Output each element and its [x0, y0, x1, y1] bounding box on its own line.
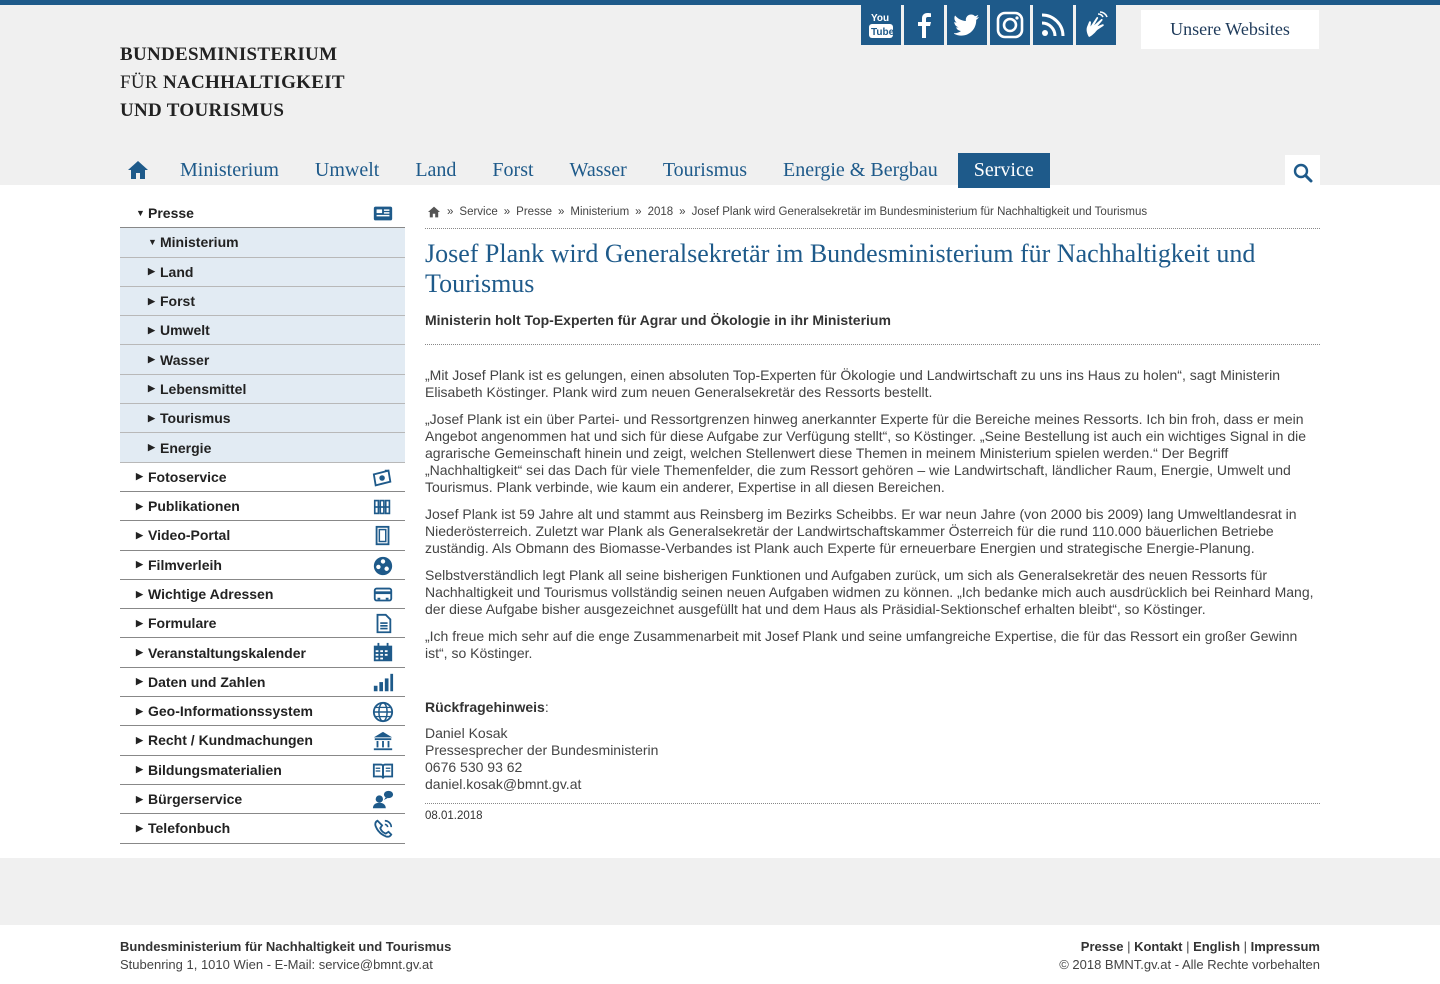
caret-right-icon: ▶ — [148, 295, 155, 306]
footer-address: Stubenring 1, 1010 Wien - E-Mail: service@bmnt.gv.at — [120, 957, 433, 972]
caret-right-icon: ▶ — [148, 266, 155, 277]
home-icon[interactable] — [427, 206, 441, 218]
sign-language-icon[interactable] — [1076, 5, 1116, 45]
nav-tourismus[interactable]: Tourismus — [662, 158, 747, 181]
film-icon — [371, 525, 395, 547]
breadcrumb-separator: » — [503, 205, 511, 218]
sidebar-item-label: Veranstaltungskalender — [148, 644, 306, 661]
address-icon — [371, 584, 395, 606]
caret-right-icon: ▶ — [148, 324, 155, 335]
svg-text:Tube: Tube — [871, 27, 894, 38]
search-icon — [1293, 163, 1313, 183]
sidebar-item-veranstaltungskalender[interactable] — [120, 638, 405, 667]
caret-right-icon: ▶ — [136, 764, 143, 775]
ministry-logo[interactable] — [120, 41, 345, 125]
caret-right-icon: ▶ — [148, 354, 155, 365]
our-websites-button[interactable]: Unsere Websites — [1141, 10, 1319, 49]
sidebar-item-lebensmittel[interactable] — [120, 375, 405, 404]
sidebar-item-label: Fotoservice — [148, 468, 227, 485]
sidebar-item-label: Filmverleih — [148, 556, 222, 573]
caret-right-icon: ▶ — [148, 412, 155, 423]
sidebar-item-tourismus[interactable] — [120, 404, 405, 433]
caret-right-icon: ▶ — [136, 500, 143, 511]
sidebar-item-label: Energie — [160, 439, 212, 456]
rss-icon[interactable] — [1033, 5, 1073, 45]
sidebar-item-fotoservice[interactable] — [120, 463, 405, 492]
sidebar-item-recht-kundmachungen[interactable] — [120, 726, 405, 755]
breadcrumb-separator: » — [635, 205, 642, 218]
globe-icon — [371, 701, 395, 723]
caret-down-icon: ▼ — [136, 208, 145, 219]
contact-phone: 0676 530 93 62 — [425, 759, 523, 775]
caret-down-icon: ▼ — [148, 237, 157, 248]
svg-text:You: You — [871, 13, 890, 24]
caret-right-icon: ▶ — [148, 383, 155, 394]
sidebar-item-bürgerservice[interactable] — [120, 785, 405, 814]
logo-line-3: UND TOURISMUS — [120, 100, 285, 121]
caret-right-icon: ▶ — [136, 676, 143, 687]
breadcrumb-current: Josef Plank wird Generalsekretär im Bundesministerium für Nachhaltigkeit und Tourismus — [691, 205, 1148, 218]
building-icon — [371, 730, 395, 752]
sidebar-item-label: Geo-Informationssystem — [148, 703, 313, 720]
footer-link-kontakt[interactable]: Kontakt — [1134, 939, 1183, 954]
sidebar-item-label: Bildungsmaterialien — [148, 761, 282, 778]
sidebar-item-label: Daten und Zahlen — [148, 673, 266, 690]
sidebar-item-wasser[interactable] — [120, 345, 405, 374]
facebook-icon[interactable] — [904, 5, 944, 45]
sidebar-item-publikationen[interactable] — [120, 492, 405, 521]
sidebar-item-label: Formulare — [148, 615, 217, 632]
sidebar-item-energie[interactable] — [120, 433, 405, 462]
sidebar-item-umwelt[interactable] — [120, 316, 405, 345]
footer-right — [1059, 938, 1320, 974]
logo-line-2-small: FÜR — [120, 72, 158, 93]
contact-name: Daniel Kosak — [425, 725, 508, 741]
article-paragraph: Josef Plank ist 59 Jahre alt und stammt aus Reinsberg im Bezirks Scheibbs. Er war neun Jahre (von 2000 bis 2009) lang Umweltlandesrat in Niederösterreich. Zuletzt war Plank als Generalsekretär der Landwirtschaftskammer Österreich für die rund 110.000 bäuerlichen Betriebe zuständig. Als Obmann des Biomasse-Verbandes ist Plank auch Experte für erneuerbare Energien und strategische Energie-Planung. — [425, 506, 1297, 556]
article-paragraph: „Mit Josef Plank ist es gelungen, einen absoluten Top-Experten für Ökologie und Landwirtschaft zu uns ins Haus zu holen“, sagt Ministerin Elisabeth Köstinger. Plank wird zum neuen Generalsekretär des Ressorts bestellt. — [425, 367, 1280, 400]
sidebar-item-label: Ministerium — [160, 234, 239, 251]
contact-heading-line: Rückfragehinweis: — [425, 699, 549, 715]
sidebar-item-label: Lebensmittel — [160, 380, 247, 397]
breadcrumb-service[interactable]: Service — [459, 205, 498, 218]
calendar-icon — [371, 642, 395, 664]
sidebar-item-label: Wasser — [160, 351, 210, 368]
footer-left — [120, 938, 451, 974]
document-icon — [371, 613, 395, 635]
breadcrumb-separator: » — [679, 205, 686, 218]
nav-service[interactable]: Service — [958, 153, 1050, 188]
footer-copyright: © 2018 BMNT.gv.at - Alle Rechte vorbehalten — [1059, 957, 1320, 972]
nav-umwelt[interactable]: Umwelt — [314, 158, 380, 181]
instagram-icon[interactable] — [990, 5, 1030, 45]
open-book-icon — [371, 760, 395, 782]
twitter-icon[interactable] — [947, 5, 987, 45]
caret-right-icon: ▶ — [136, 793, 143, 804]
nav-wasser[interactable]: Wasser — [569, 158, 627, 181]
contact-role: Pressesprecher der Bundesministerin — [425, 742, 659, 758]
sidebar-item-label: Publikationen — [148, 498, 240, 515]
film-reel-icon — [371, 555, 395, 577]
home-icon[interactable] — [120, 150, 156, 190]
sidebar-item-label: Telefonbuch — [148, 820, 231, 837]
sidebar-item-label: Video-Portal — [148, 527, 231, 544]
breadcrumb — [425, 199, 1320, 229]
site-header — [0, 5, 1440, 185]
sidebar-item-bildungsmaterialien[interactable] — [120, 756, 405, 785]
caret-right-icon: ▶ — [136, 647, 143, 658]
sidebar-item-label: Presse — [148, 205, 194, 222]
sidebar-item-label: Recht / Kundmachungen — [148, 732, 313, 749]
nav-energie-bergbau[interactable]: Energie & Bergbau — [782, 158, 938, 181]
contact-heading: Rückfragehinweis — [425, 699, 545, 715]
nav-land[interactable]: Land — [415, 158, 457, 181]
sidebar-item-label: Tourismus — [160, 410, 231, 427]
caret-right-icon: ▶ — [136, 705, 143, 716]
article-title: Josef Plank wird Generalsekretär im Bundesministerium für Nachhaltigkeit und Tourismus — [425, 239, 1256, 298]
contact-lines — [425, 725, 1320, 793]
books-icon — [371, 496, 395, 518]
caret-right-icon: ▶ — [136, 734, 143, 745]
breadcrumb-ministerium[interactable]: Ministerium — [570, 205, 630, 218]
main-content — [425, 199, 1320, 822]
footer-link-presse[interactable]: Presse — [1080, 939, 1124, 954]
footer-link-impressum[interactable]: Impressum — [1250, 939, 1320, 954]
sidebar-item-telefonbuch[interactable] — [120, 814, 405, 843]
content-area — [0, 185, 1440, 858]
article-lead: Ministerin holt Top-Experten für Agrar und Ökologie in ihr Ministerium — [425, 312, 1320, 345]
footer-band — [0, 858, 1440, 925]
breadcrumb-2018[interactable]: 2018 — [647, 205, 674, 218]
person-chat-icon — [371, 789, 395, 811]
logo-line-2 — [120, 69, 345, 97]
caret-right-icon: ▶ — [136, 588, 143, 599]
sidebar-item-label: Land — [160, 263, 194, 280]
nav-ministerium[interactable]: Ministerium — [180, 158, 279, 181]
site-footer — [0, 925, 1440, 984]
sidebar-item-video-portal[interactable] — [120, 521, 405, 550]
article-paragraph: „Josef Plank ist ein über Partei- und Ressortgrenzen hinweg anerkannter Experte für die Bereiche meines Ressorts. Ich bin froh, dass er mein Angebot angenommen hat und sich für diese Aufgabe zur Verfügung stellt“, so Köstinger. „Seine Bestellung ist auch ein wichtiges Signal in die agrarische Gemeinschaft hinein und zeigt, welchen Stellenwert diese Themen in meinem Ministerium spielen werden.“ Der Begriff „Nachhaltigkeit“ sei das Dach für viele Themenfelder, die zum Ressort gehören – wie Landwirtschaft, ländlicher Raum, Energie, Umwelt und Tourismus. Plank verbinde, wie kaum ein anderer, Expertise in all diesen Bereichen. — [425, 411, 1306, 495]
footer-links: Presse | Kontakt | English | Impressum — [1080, 939, 1320, 954]
contact-block — [425, 699, 1320, 793]
caret-right-icon: ▶ — [136, 617, 143, 628]
sidebar-item-presse[interactable] — [120, 199, 405, 228]
article-paragraph: Selbstverständlich legt Plank all seine bisherigen Funktionen und Aufgaben zurück, um sich als Generalsekretär des neuen Ressorts für Nachhaltigkeit und Tourismus vollständig seinen neuen Aufgaben widmen zu können. „Ich bedanke mich auch ausdrücklich bei Reinhard Mang, der diese Aufgabe bisher ausgezeichnet ausgefüllt hat und dem Haus als Präsidial-Sektionschef erhalten bleibt“, so Köstinger. — [425, 567, 1314, 617]
sidebar-item-forst[interactable] — [120, 287, 405, 316]
sidebar-nav — [120, 199, 405, 844]
breadcrumb-separator: » — [557, 205, 565, 218]
sidebar-item-land[interactable] — [120, 258, 405, 287]
caret-right-icon: ▶ — [136, 822, 143, 833]
social-links — [861, 5, 1116, 45]
sidebar-item-filmverleih[interactable] — [120, 551, 405, 580]
main-navigation — [120, 150, 1054, 190]
caret-right-icon: ▶ — [136, 529, 143, 540]
caret-right-icon: ▶ — [136, 471, 143, 482]
photo-icon — [371, 467, 395, 489]
logo-line-1: BUNDESMINISTERIUM — [120, 44, 338, 65]
phone-icon — [371, 818, 395, 840]
newspaper-icon — [371, 203, 395, 225]
breadcrumb-separator: » — [447, 205, 454, 218]
sidebar-item-wichtige-adressen[interactable] — [120, 580, 405, 609]
footer-link-english[interactable]: English — [1193, 939, 1241, 954]
contact-email[interactable]: daniel.kosak@bmnt.gv.at — [425, 776, 582, 792]
breadcrumb-presse[interactable]: Presse — [516, 205, 552, 218]
sidebar-item-daten-und-zahlen[interactable] — [120, 668, 405, 697]
sidebar-item-label: Umwelt — [160, 322, 210, 339]
bar-chart-icon — [371, 672, 395, 694]
sidebar-item-label: Wichtige Adressen — [148, 586, 274, 602]
article-paragraph: „Ich freue mich sehr auf die enge Zusammenarbeit mit Josef Plank und seine umfangreiche Expertise, die für das Ressort ein großer Gewinn ist“, so Köstinger. — [425, 628, 1298, 661]
sidebar-item-geo-informationssystem[interactable] — [120, 697, 405, 726]
nav-forst[interactable]: Forst — [492, 158, 534, 181]
caret-right-icon: ▶ — [148, 442, 155, 453]
article-date: 08.01.2018 — [425, 803, 1320, 822]
sidebar-item-label: Forst — [160, 293, 195, 310]
sidebar-item-ministerium[interactable] — [120, 228, 405, 257]
footer-org: Bundesministerium für Nachhaltigkeit und Tourismus — [120, 939, 452, 954]
sidebar-item-label: Bürgerservice — [148, 791, 243, 808]
sidebar-item-formulare[interactable] — [120, 609, 405, 638]
caret-right-icon: ▶ — [136, 559, 143, 570]
logo-line-2-main: NACHHALTIGKEIT — [162, 72, 345, 93]
youtube-icon[interactable] — [861, 5, 901, 45]
